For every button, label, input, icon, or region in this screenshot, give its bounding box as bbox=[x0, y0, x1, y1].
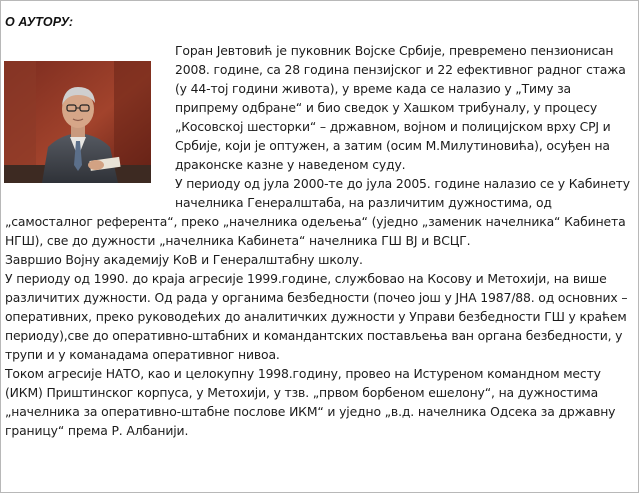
intro-line: 2008. године, са 28 година пензијског и 22 ефективног радног стажа bbox=[175, 62, 626, 77]
body-line: границу“ према Р. Албанији. bbox=[5, 423, 189, 438]
body-line: (ИКМ) Приштинског корпуса, у Метохији, у тзв. „првом борбеном ешелону“, на дужностима bbox=[5, 385, 599, 400]
intro-line: припрему одбране“ и био сведок у Хашком трибуналу, у процесу bbox=[175, 100, 598, 115]
author-photo bbox=[4, 61, 151, 183]
body-line: Током агресије НАТО, као и целокупну 1998.годину, провео на Истуреном командном месту bbox=[5, 366, 601, 381]
body-line: Завршио Војну академију КоВ и Генералштабну школу. bbox=[5, 252, 363, 267]
body-line: „самосталног референта“, преко „начелника одељења“ (уједно „заменик начелника“ Кабинета bbox=[5, 214, 626, 229]
intro-line: У периоду од јула 2000-те до јула 2005. године налазио се у Кабинету bbox=[175, 176, 630, 191]
body-line: различитих дужности. Од рада у органима безбедности (почео још у ЈНА 1987/88. од основних – bbox=[5, 290, 628, 305]
body-line: оперативних, преко руководећих до аналитичких дужности у Управи безбедности ГШ у краћем bbox=[5, 309, 627, 324]
body-line: трупи и у команадама оперативног нивоа. bbox=[5, 347, 280, 362]
section-heading: О АУТОРУ: bbox=[5, 15, 74, 29]
intro-line: Србије, који је оптужен, а затим (осим М.Милутиновића), осуђен на bbox=[175, 138, 610, 153]
body-line: периоду),све до оперативно-штабних и командантских постављења ван органа безбедности, у bbox=[5, 328, 623, 343]
intro-line: (у 44-тој години живота), у време када се налазио у „Тиму за bbox=[175, 81, 571, 96]
intro-line: драконске казне у наведеном суду. bbox=[175, 157, 406, 172]
body-line: „начелника за оперативно-штабне послове ИКМ“ и уједно „в.д. начелника Одсека за државну bbox=[5, 404, 616, 419]
intro-line: начелника Генералштаба, на различитим дужностима, од bbox=[175, 195, 552, 210]
body-line: У периоду од 1990. до краја агресије 1999.године, службовао на Косову и Метохији, на више bbox=[5, 271, 607, 286]
body-paragraph bbox=[5, 212, 627, 440]
intro-paragraph bbox=[175, 41, 630, 212]
intro-line: „Косовској шесторки“ – државном, војном и полицијском врху СРЈ и bbox=[175, 119, 611, 134]
author-portrait-icon bbox=[4, 61, 151, 183]
intro-line: Горан Јевтовић је пуковник Војске Србије, превремено пензионисан bbox=[175, 43, 614, 58]
body-line: НГШ), све до дужности „начелника Кабинета“ начелника ГШ ВЈ и ВСЦГ. bbox=[5, 233, 471, 248]
